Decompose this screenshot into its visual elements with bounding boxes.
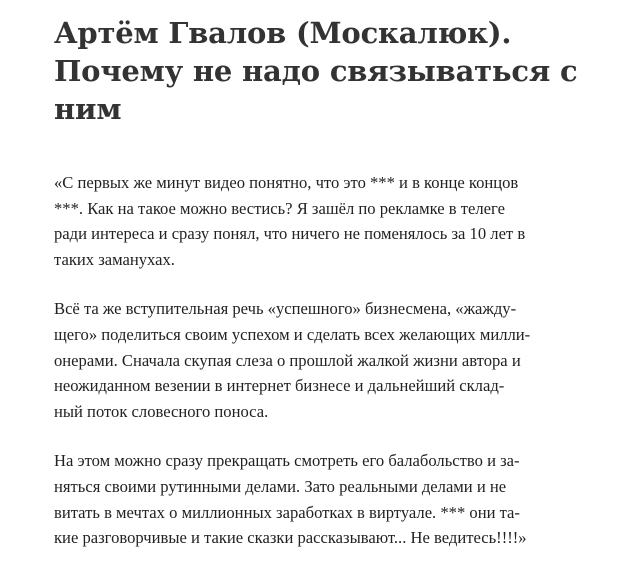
text-line: ради интереса и сразу понял, что ничего не поменялось за 10 лет в xyxy=(54,224,526,244)
text-line: ный поток словесного поноса. xyxy=(54,401,269,421)
text-line: «С первых же минут видео понятно, что это *** и в конце концов xyxy=(54,173,519,192)
text-line: неожиданном везении в интернет бизнесе и дальнейший склад- xyxy=(54,376,505,396)
article xyxy=(54,14,594,575)
title-line: ним xyxy=(54,92,122,126)
text-line: няться своими рутинными делами. Зато реальными делами и не xyxy=(54,476,507,496)
paragraph xyxy=(54,170,594,272)
text-line: витать в мечтах о миллионных заработках в виртуале. *** они та- xyxy=(54,502,520,522)
title-line: Почему не надо связываться с xyxy=(54,54,578,88)
text-line: кие разговорчивые и такие сказки рассказывают... Не ведитесь!!!!» xyxy=(54,528,527,548)
text-line: ***. Как на такое можно вестись? Я зашёл по рекламке в телеге xyxy=(54,198,505,218)
text-line: На этом можно сразу прекращать смотреть его балабольство и за- xyxy=(54,451,520,471)
article-title xyxy=(54,14,594,128)
paragraph xyxy=(54,296,594,424)
text-line: онерами. Сначала скупая слеза о прошлой жалкой жизни автора и xyxy=(54,350,521,370)
text-line: Всё та же вступительная речь «успешного» бизнесмена, «жажду- xyxy=(54,299,517,319)
text-line: таких заманухах. xyxy=(54,249,175,269)
title-line: Артём Гвалов (Москалюк). xyxy=(54,16,512,50)
article-body xyxy=(54,170,594,551)
paragraph xyxy=(54,448,594,550)
text-line: щего» поделиться своим успехом и сделать всех желающих милли- xyxy=(54,324,531,344)
